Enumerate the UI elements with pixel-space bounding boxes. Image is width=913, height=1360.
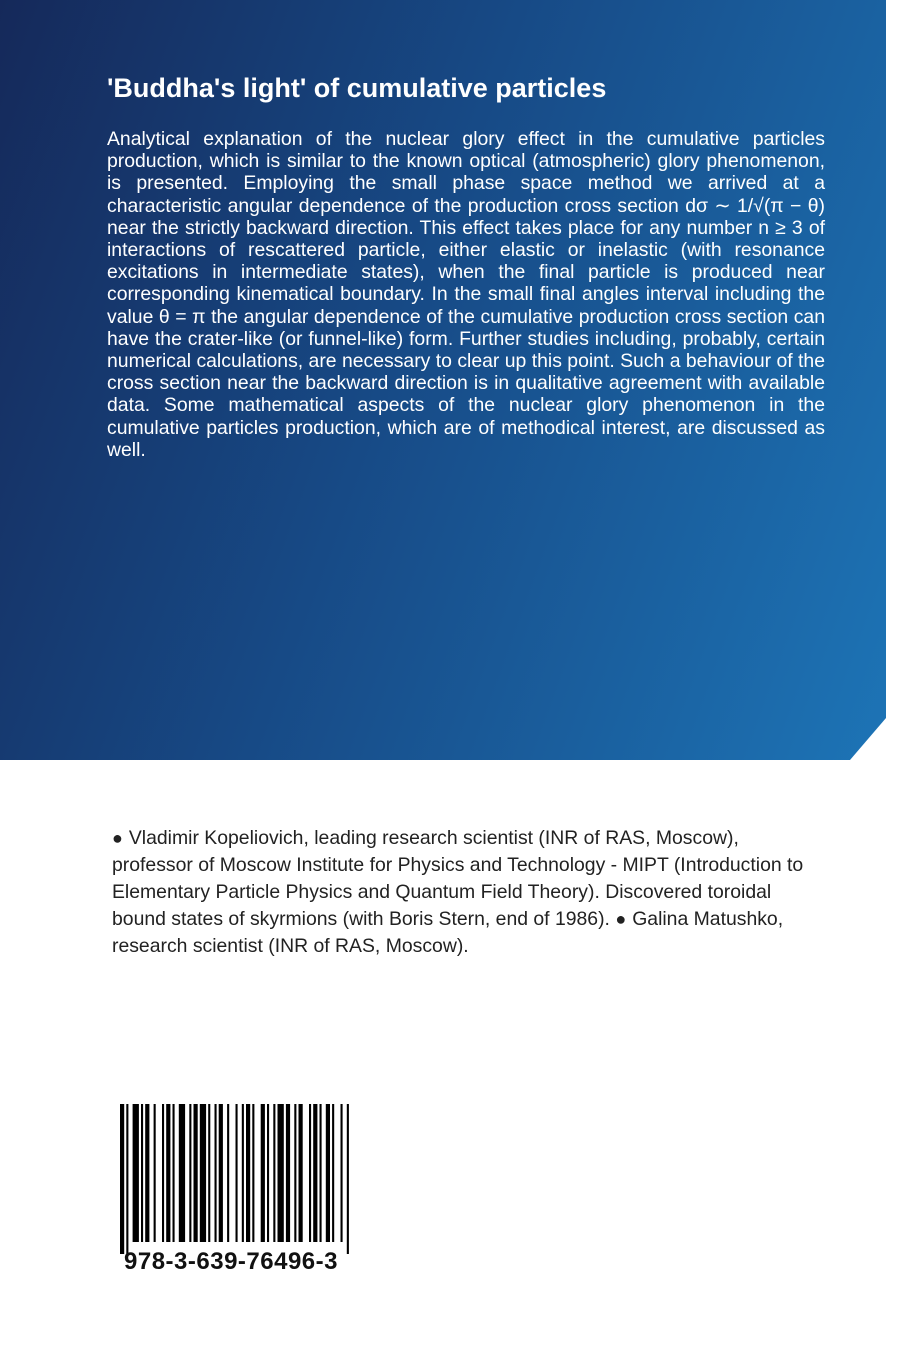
barcode-bar	[286, 1104, 290, 1242]
barcode-bar	[347, 1104, 349, 1254]
barcode-bar	[294, 1104, 296, 1242]
barcode-bar	[309, 1104, 311, 1242]
barcode-bar	[267, 1104, 269, 1242]
barcode-bar	[219, 1104, 223, 1242]
bullet-icon: ●	[615, 909, 627, 929]
book-abstract: Analytical explanation of the nuclear glory effect in the cumulative particles production, which is similar to the known optical (atmospheric) glory phenomenon, is presented. Employing the small phase space method we arrived at a characteristic angular dependence of the production cross section dσ ∼ 1/√(π − θ) near the strictly backward direction. This effect takes place for any number n ≥ 3 of interactions of rescattered particle, either elastic or inelastic (with resonance excitations in intermediate states), when the final particle is produced near corresponding kinematical boundary. In the small final angles interval including the value θ = π the angular dependence of the cumulative production cross section can have the crater-like (or funnel-like) form. Further studies including, probably, certain numerical calculations, are necessary to clear up this point. Such a behaviour of the cross section near the backward direction is in qualitative agreement with available data. Some mathematical aspects of the nuclear glory phenomenon in the cumulative particles production, which are of methodical interest, are discussed as well.	[107, 128, 826, 461]
author-1-bio: Vladimir Kopeliovich, leading research scientist (INR of RAS, Moscow), professor of Moscow Institute for Physics and Technology - MIPT (Introduction to Elementary Particle Physics and Quantum Field Theory). Discovered toroidal bound states of skyrmions (with Boris Stern, end of 1986).	[112, 827, 804, 930]
barcode-bar	[189, 1104, 191, 1242]
barcode-bar	[200, 1104, 206, 1242]
barcode-bar	[246, 1104, 250, 1242]
barcode-bar	[261, 1104, 265, 1242]
barcode-bar	[173, 1104, 175, 1242]
barcode-bar	[273, 1104, 275, 1242]
barcode-bar	[162, 1104, 164, 1242]
barcode	[120, 1104, 382, 1254]
barcode-bar	[227, 1104, 229, 1242]
book-title: 'Buddha's light' of cumulative particles	[107, 73, 607, 103]
barcode-bar	[252, 1104, 254, 1242]
barcode-bar	[194, 1104, 198, 1242]
barcode-bar	[154, 1104, 156, 1242]
barcode-bar	[179, 1104, 185, 1242]
barcode-bar	[215, 1104, 217, 1242]
barcode-bar	[320, 1104, 322, 1242]
barcode-bar	[236, 1104, 238, 1242]
barcode-bar	[341, 1104, 343, 1242]
bullet-icon: ●	[112, 828, 123, 848]
barcode-bar	[313, 1104, 317, 1242]
barcode-bar	[141, 1104, 143, 1242]
author-bio	[112, 825, 812, 960]
barcode-bar	[326, 1104, 330, 1242]
barcode-bar	[120, 1104, 124, 1254]
barcode-bar	[126, 1104, 128, 1254]
barcode-bar	[278, 1104, 284, 1242]
barcode-bar	[242, 1104, 244, 1242]
barcode-bar	[133, 1104, 139, 1242]
barcode-bar	[145, 1104, 149, 1242]
isbn-number: 978-3-639-76496-3	[124, 1248, 338, 1275]
author-2-bio: Galina Matushko, research scientist (INR of RAS, Moscow).	[112, 908, 784, 957]
barcode-bar	[208, 1104, 210, 1242]
barcode-bar	[166, 1104, 170, 1242]
barcode-bar	[332, 1104, 334, 1242]
barcode-bar	[299, 1104, 303, 1242]
barcode-graphic	[120, 1104, 382, 1254]
